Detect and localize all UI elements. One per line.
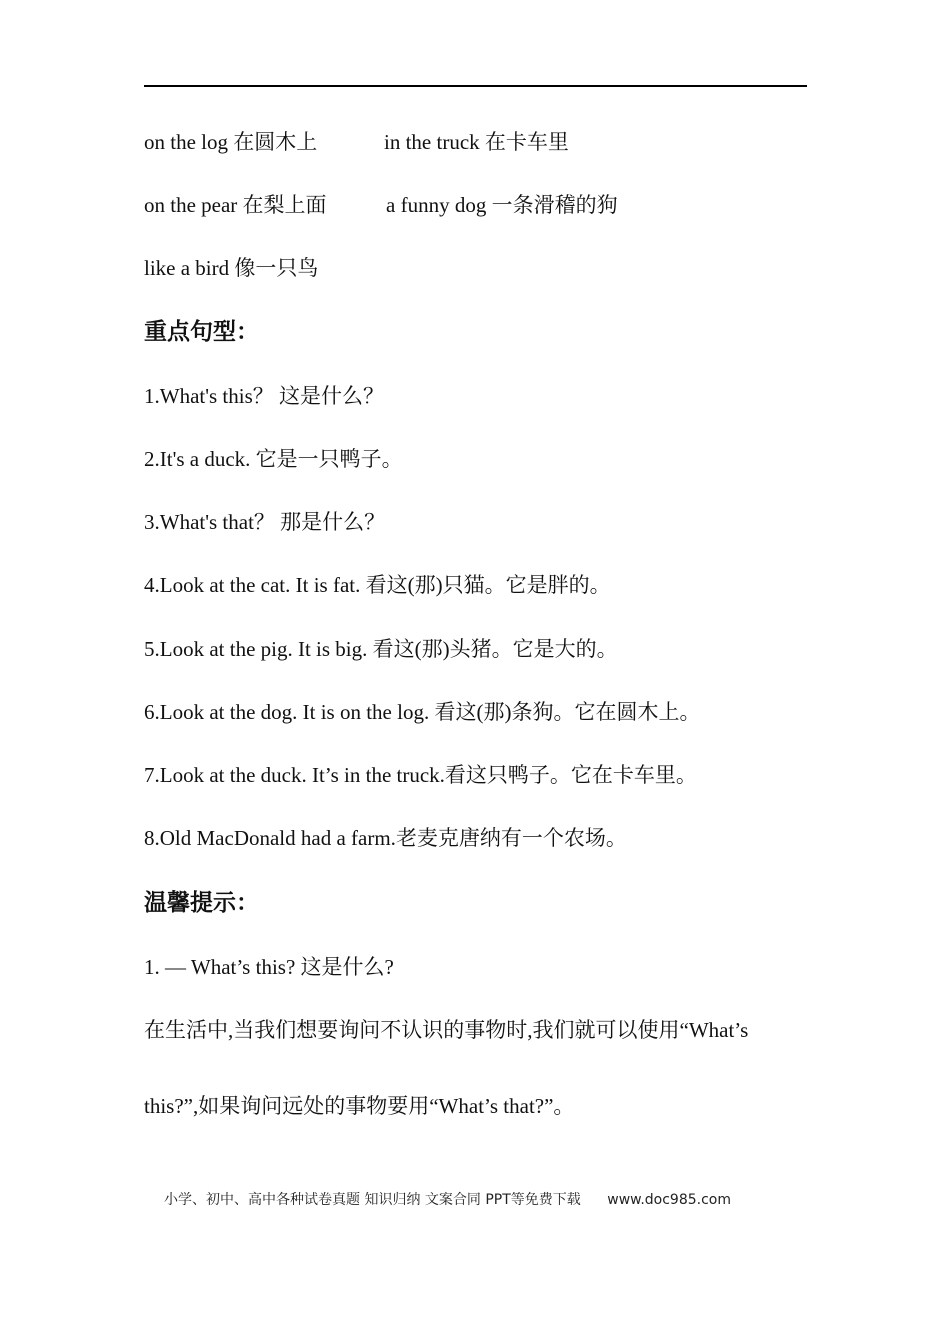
- footer-site-link[interactable]: www.doc985.com: [607, 1192, 731, 1208]
- phrase-row-1: [144, 128, 569, 156]
- sentence-item: 6.Look at the dog. It is on the log. 看这(那)条狗。它在圆木上。: [144, 700, 701, 724]
- key-sentences-heading: 重点句型：: [144, 319, 259, 345]
- tip-item-1: 1. — What’s this? 这是什么?: [144, 955, 394, 979]
- tip-paragraph-line-2: this?”,如果询问远处的事物要用“What’s that?”。: [144, 1094, 575, 1118]
- footer-text: 小学、初中、高中各种试卷真题 知识归纳 文案合同 PPT等免费下载: [164, 1192, 581, 1208]
- phrase-like-a-bird: like a bird 像一只鸟: [144, 256, 319, 280]
- phrase-row-3: [144, 254, 318, 282]
- phrase-on-the-pear: on the pear 在梨上面: [144, 193, 327, 217]
- phrase-row-2: [144, 191, 618, 219]
- header-rule: [144, 85, 807, 87]
- page-footer: [164, 1190, 731, 1210]
- sentence-item: 7.Look at the duck. It’s in the truck.看这只鸭子。它在卡车里。: [144, 763, 697, 787]
- phrase-on-the-log: on the log 在圆木上: [144, 130, 318, 154]
- sentence-item: 5.Look at the pig. It is big. 看这(那)头猪。它是大的。: [144, 637, 618, 661]
- phrase-in-the-truck: in the truck 在卡车里: [384, 130, 569, 154]
- sentence-item: 1.What's this？ 这是什么？: [144, 384, 385, 408]
- sentence-item: 3.What's that？ 那是什么？: [144, 510, 386, 534]
- sentence-item: 8.Old MacDonald had a farm.老麦克唐纳有一个农场。: [144, 826, 627, 850]
- sentence-item: 4.Look at the cat. It is fat. 看这(那)只猫。它是胖的。: [144, 573, 611, 597]
- phrase-a-funny-dog: a funny dog 一条滑稽的狗: [386, 193, 618, 217]
- tip-paragraph-line-1: 在生活中,当我们想要询问不认识的事物时,我们就可以使用“What’s: [144, 1018, 749, 1042]
- tips-heading: 温馨提示：: [144, 890, 259, 916]
- sentence-item: 2.It's a duck. 它是一只鸭子。: [144, 447, 403, 471]
